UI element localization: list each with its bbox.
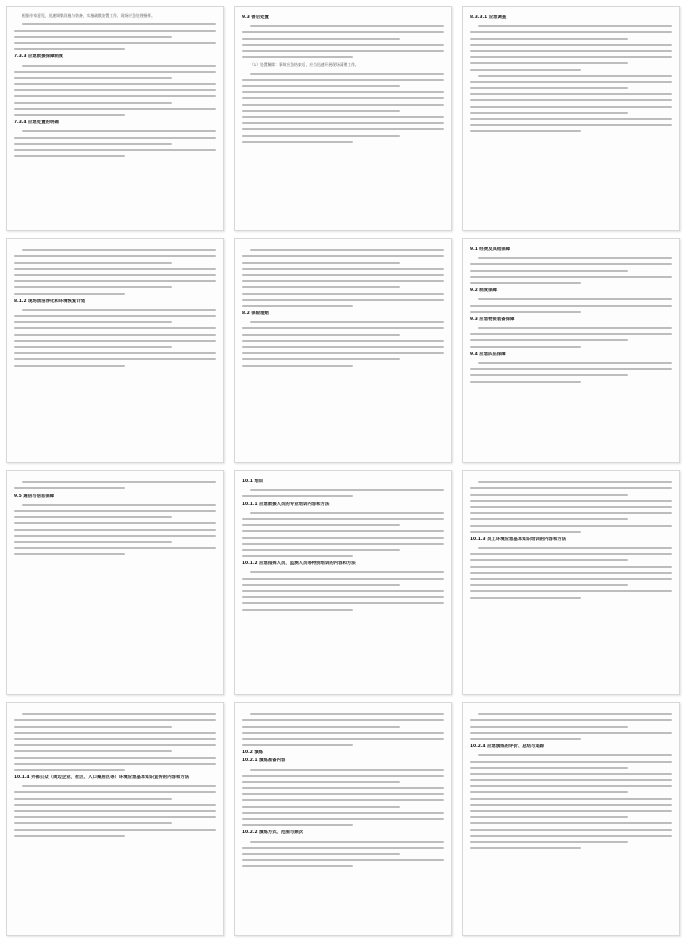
text-line xyxy=(14,757,216,759)
text-line xyxy=(250,73,444,75)
text-line xyxy=(242,812,444,814)
text-line xyxy=(250,25,444,27)
text-line xyxy=(14,280,216,282)
section-heading: 10.2.4 应急演练的评价、总结与追踪 xyxy=(470,744,545,750)
section-heading: 9.2 制度保障 xyxy=(470,288,497,294)
section-heading: 7.3.4 应急处置的明确 xyxy=(14,120,59,126)
text-line xyxy=(250,769,444,771)
text-lines-placeholder xyxy=(470,713,672,740)
text-lines-placeholder xyxy=(14,249,216,294)
text-line xyxy=(470,597,581,599)
text-line xyxy=(470,374,628,376)
text-line xyxy=(14,719,216,721)
text-line xyxy=(470,93,672,95)
section-heading: 8.2 保险理赔 xyxy=(242,311,269,317)
text-line xyxy=(14,102,172,104)
text-line xyxy=(242,116,444,118)
text-line xyxy=(242,555,353,557)
text-line xyxy=(470,124,672,126)
text-lines-placeholder xyxy=(14,65,216,117)
text-line xyxy=(14,321,172,323)
text-line xyxy=(242,85,400,87)
page-thumbnail-3 xyxy=(462,6,680,231)
text-line xyxy=(242,719,444,721)
text-line xyxy=(242,524,400,526)
text-line xyxy=(242,596,444,598)
text-line xyxy=(14,293,125,295)
text-line xyxy=(242,609,353,611)
page-thumbnail-7 xyxy=(6,470,224,695)
page-thumbnail-1 xyxy=(6,6,224,231)
page-thumbnail-9 xyxy=(462,470,680,695)
text-lines-placeholder xyxy=(14,504,216,556)
text-line xyxy=(242,91,444,93)
text-line xyxy=(242,340,444,342)
page-thumbnail-5 xyxy=(234,238,452,463)
text-line xyxy=(242,738,444,740)
text-line xyxy=(22,249,216,251)
text-line xyxy=(470,276,672,278)
page-thumbnail-6 xyxy=(462,238,680,463)
text-line xyxy=(14,365,125,367)
text-line xyxy=(242,602,444,604)
text-line xyxy=(14,835,125,837)
text-line xyxy=(470,38,628,40)
text-line xyxy=(242,135,400,137)
text-line xyxy=(470,305,672,307)
section-heading: 8.3.3.1 应急调查 xyxy=(470,15,507,20)
text-line xyxy=(14,529,216,531)
text-line xyxy=(14,750,172,752)
text-line xyxy=(14,358,216,360)
text-line xyxy=(242,299,444,301)
text-line xyxy=(14,48,125,50)
text-line xyxy=(470,804,672,806)
text-line xyxy=(470,738,581,740)
text-lines-placeholder xyxy=(242,249,444,307)
text-line xyxy=(242,793,444,795)
text-line xyxy=(242,44,444,46)
text-line xyxy=(470,822,672,824)
text-line xyxy=(242,732,444,734)
text-line xyxy=(470,112,628,114)
text-line xyxy=(22,65,216,67)
text-line xyxy=(14,108,216,110)
section-heading: 10.2 演练 xyxy=(242,750,264,756)
text-line xyxy=(242,744,353,746)
text-line xyxy=(470,719,672,721)
text-line xyxy=(14,143,172,145)
text-lines-placeholder xyxy=(242,769,444,827)
section-heading: 9.4 应急队伍保障 xyxy=(470,351,506,357)
text-line xyxy=(22,130,216,132)
text-line xyxy=(470,779,672,781)
text-line xyxy=(242,865,353,867)
text-line xyxy=(470,333,672,335)
text-line xyxy=(470,99,672,101)
text-line xyxy=(14,155,125,157)
text-line xyxy=(478,713,672,715)
text-line xyxy=(14,334,216,336)
page-thumbnail-11 xyxy=(234,702,452,936)
text-line xyxy=(470,531,581,533)
text-line xyxy=(470,785,672,787)
text-line xyxy=(470,816,628,818)
text-lines-placeholder xyxy=(242,512,444,557)
text-line xyxy=(242,806,400,808)
text-line xyxy=(242,775,444,777)
text-line xyxy=(242,327,444,329)
text-line xyxy=(242,286,400,288)
text-line xyxy=(242,537,444,539)
text-line xyxy=(470,518,628,520)
text-line xyxy=(14,274,216,276)
text-line xyxy=(470,798,672,800)
text-lines-placeholder xyxy=(14,785,216,837)
section-heading: 9.3 善后处置 xyxy=(242,15,269,20)
text-line xyxy=(242,50,444,52)
text-line xyxy=(470,270,628,272)
text-lines-placeholder xyxy=(14,481,216,489)
text-line xyxy=(14,763,216,765)
text-line xyxy=(470,282,581,284)
text-line xyxy=(242,128,444,130)
text-line xyxy=(478,327,672,329)
text-line xyxy=(470,525,672,527)
text-line xyxy=(242,518,444,520)
text-line xyxy=(478,481,672,483)
text-line xyxy=(470,559,628,561)
text-line xyxy=(242,104,444,106)
text-line xyxy=(470,572,672,574)
section-heading: 10.1.2 应急指挥人员、监测人员等特别培训的内容和方法 xyxy=(242,561,356,567)
text-lines-placeholder xyxy=(242,713,444,746)
text-line xyxy=(470,50,672,52)
text-line xyxy=(14,36,172,38)
text-lines-placeholder xyxy=(242,321,444,366)
text-lines-placeholder xyxy=(14,23,216,50)
text-line xyxy=(22,309,216,311)
text-line xyxy=(14,769,125,771)
text-line xyxy=(242,495,353,497)
text-line xyxy=(478,547,672,549)
text-line xyxy=(250,321,444,323)
text-line xyxy=(242,847,444,849)
text-line xyxy=(470,130,581,132)
text-line xyxy=(14,114,125,116)
text-line xyxy=(242,268,444,270)
text-line xyxy=(242,141,353,143)
text-line xyxy=(470,494,628,496)
text-line xyxy=(14,547,216,549)
text-line xyxy=(470,311,581,313)
text-line xyxy=(242,280,444,282)
text-lines-placeholder xyxy=(470,75,672,133)
text-line xyxy=(242,79,444,81)
text-line xyxy=(470,506,672,508)
text-line xyxy=(250,713,444,715)
section-heading: 9.5 通信与信息保障 xyxy=(14,493,55,499)
text-line xyxy=(242,853,400,855)
text-line xyxy=(14,77,172,79)
text-line xyxy=(470,81,672,83)
text-line xyxy=(14,822,172,824)
text-line xyxy=(14,798,172,800)
text-lines-placeholder xyxy=(470,257,672,284)
body-paragraph: （1）处置解除：事故应急结束后，应当迅速开展现场清理工作。 xyxy=(250,62,359,68)
text-line xyxy=(14,516,172,518)
text-line xyxy=(470,553,672,555)
text-line xyxy=(470,791,628,793)
text-line xyxy=(14,286,172,288)
text-line xyxy=(470,810,672,812)
text-line xyxy=(14,89,216,91)
text-line xyxy=(14,149,216,151)
section-heading: 9.1 经费及其他保障 xyxy=(470,247,511,252)
text-line xyxy=(242,293,444,295)
text-line xyxy=(470,829,672,831)
text-line xyxy=(14,553,125,555)
text-line xyxy=(22,713,216,715)
text-lines-placeholder xyxy=(470,25,672,70)
section-heading: 10.1.1 应急救援人员的专业培训内容和方法 xyxy=(242,501,330,507)
text-line xyxy=(470,841,628,843)
section-heading: 8.1.2 现场清洁净化和环境恢复计划 xyxy=(14,298,86,304)
text-line xyxy=(470,44,672,46)
text-line xyxy=(242,262,400,264)
text-lines-placeholder xyxy=(470,298,672,312)
text-line xyxy=(242,787,444,789)
text-line xyxy=(470,106,672,108)
text-line xyxy=(242,365,353,367)
text-lines-placeholder xyxy=(14,309,216,367)
text-line xyxy=(242,352,444,354)
text-line xyxy=(14,327,216,329)
text-lines-placeholder xyxy=(470,547,672,599)
text-line xyxy=(242,818,444,820)
text-line xyxy=(250,512,444,514)
text-line xyxy=(22,23,216,25)
text-line xyxy=(470,339,628,341)
text-line xyxy=(14,487,125,489)
text-line xyxy=(470,773,672,775)
text-line xyxy=(470,69,581,71)
text-line xyxy=(242,334,400,336)
text-line xyxy=(242,255,444,257)
text-line xyxy=(242,781,400,783)
text-line xyxy=(250,841,444,843)
text-line xyxy=(14,510,216,512)
section-heading: 10.1.4 外部公众（周边企业、社区、人口聚居区等）环境应急基本知识宣传的内容和方法 xyxy=(14,775,190,781)
text-line xyxy=(478,257,672,259)
text-line xyxy=(14,340,216,342)
page-thumbnail-8 xyxy=(234,470,452,695)
text-lines-placeholder xyxy=(470,327,672,348)
section-heading: 10.2.2 演练方式、范围与频次 xyxy=(242,830,303,836)
body-paragraph: 根据专家意见，迅速调集设施与装备，实施疏散安置工作，现场应急处理指挥。 xyxy=(22,13,155,18)
text-line xyxy=(470,118,672,120)
text-line xyxy=(242,824,353,826)
text-lines-placeholder xyxy=(14,130,216,157)
text-line xyxy=(470,566,672,568)
text-line xyxy=(242,358,400,360)
text-line xyxy=(478,298,672,300)
text-line xyxy=(242,530,444,532)
text-lines-placeholder xyxy=(242,25,444,58)
text-line xyxy=(14,352,216,354)
text-line xyxy=(470,263,672,265)
text-line xyxy=(14,262,172,264)
text-lines-placeholder xyxy=(14,713,216,771)
text-line xyxy=(242,590,444,592)
text-line xyxy=(242,543,444,545)
text-line xyxy=(14,83,216,85)
text-line xyxy=(242,122,444,124)
text-line xyxy=(14,535,216,537)
text-line xyxy=(478,75,672,77)
section-heading: 10.2.1 演练准备内容 xyxy=(242,758,286,764)
page-thumbnail-12 xyxy=(462,702,680,936)
text-line xyxy=(470,726,628,728)
text-line xyxy=(14,541,172,543)
text-line xyxy=(14,732,216,734)
text-line xyxy=(478,25,672,27)
text-line xyxy=(14,810,216,812)
text-line xyxy=(14,791,216,793)
page-thumbnail-2 xyxy=(234,6,452,231)
text-line xyxy=(14,137,216,139)
text-lines-placeholder xyxy=(242,73,444,143)
section-heading: 9.3 应急物资装备保障 xyxy=(470,316,515,322)
text-line xyxy=(242,56,353,58)
text-line xyxy=(242,859,444,861)
text-line xyxy=(14,42,216,44)
text-line xyxy=(478,754,672,756)
text-line xyxy=(470,584,628,586)
text-line xyxy=(470,31,672,33)
text-line xyxy=(470,590,672,592)
text-line xyxy=(470,500,672,502)
text-line xyxy=(250,489,444,491)
text-line xyxy=(242,110,400,112)
page-thumbnail-10 xyxy=(6,702,224,936)
text-line xyxy=(14,804,216,806)
text-line xyxy=(470,578,672,580)
section-heading: 10.1.3 员工环境应急基本知识培训的内容和方法 xyxy=(470,536,567,542)
text-line xyxy=(242,726,400,728)
text-line xyxy=(242,274,444,276)
text-line xyxy=(470,847,581,849)
text-line xyxy=(14,829,216,831)
text-line xyxy=(470,732,672,734)
text-lines-placeholder xyxy=(470,481,672,533)
text-line xyxy=(14,744,216,746)
text-line xyxy=(14,816,216,818)
text-line xyxy=(242,38,400,40)
text-line xyxy=(470,835,672,837)
text-line xyxy=(470,368,672,370)
text-line xyxy=(470,767,628,769)
text-lines-placeholder xyxy=(242,841,444,868)
text-line xyxy=(22,481,216,483)
text-line xyxy=(470,87,628,89)
text-line xyxy=(242,305,353,307)
text-line xyxy=(14,522,216,524)
text-line xyxy=(470,56,672,58)
text-lines-placeholder xyxy=(242,571,444,610)
text-line xyxy=(470,381,581,383)
text-line xyxy=(470,512,672,514)
text-line xyxy=(470,62,628,64)
text-line xyxy=(470,487,672,489)
text-lines-placeholder xyxy=(242,489,444,497)
text-line xyxy=(250,571,444,573)
text-line xyxy=(478,362,672,364)
text-line xyxy=(242,97,444,99)
section-heading: 10.1 培训 xyxy=(242,479,264,484)
text-line xyxy=(22,785,216,787)
text-line xyxy=(470,346,581,348)
text-lines-placeholder xyxy=(470,754,672,849)
text-line xyxy=(14,30,216,32)
text-line xyxy=(14,346,172,348)
text-line xyxy=(250,249,444,251)
text-line xyxy=(14,71,216,73)
text-line xyxy=(470,761,672,763)
text-line xyxy=(14,738,216,740)
text-line xyxy=(242,799,444,801)
text-line xyxy=(242,31,444,33)
text-line xyxy=(14,255,216,257)
text-line xyxy=(242,549,400,551)
text-line xyxy=(242,346,444,348)
text-lines-placeholder xyxy=(470,362,672,383)
text-line xyxy=(14,268,216,270)
text-line xyxy=(14,95,216,97)
section-heading: 7.3.3 应急救援保障制度 xyxy=(14,54,64,60)
text-line xyxy=(22,504,216,506)
page-thumbnail-4 xyxy=(6,238,224,463)
text-line xyxy=(14,726,172,728)
text-line xyxy=(14,315,216,317)
text-line xyxy=(242,584,400,586)
text-line xyxy=(242,578,444,580)
